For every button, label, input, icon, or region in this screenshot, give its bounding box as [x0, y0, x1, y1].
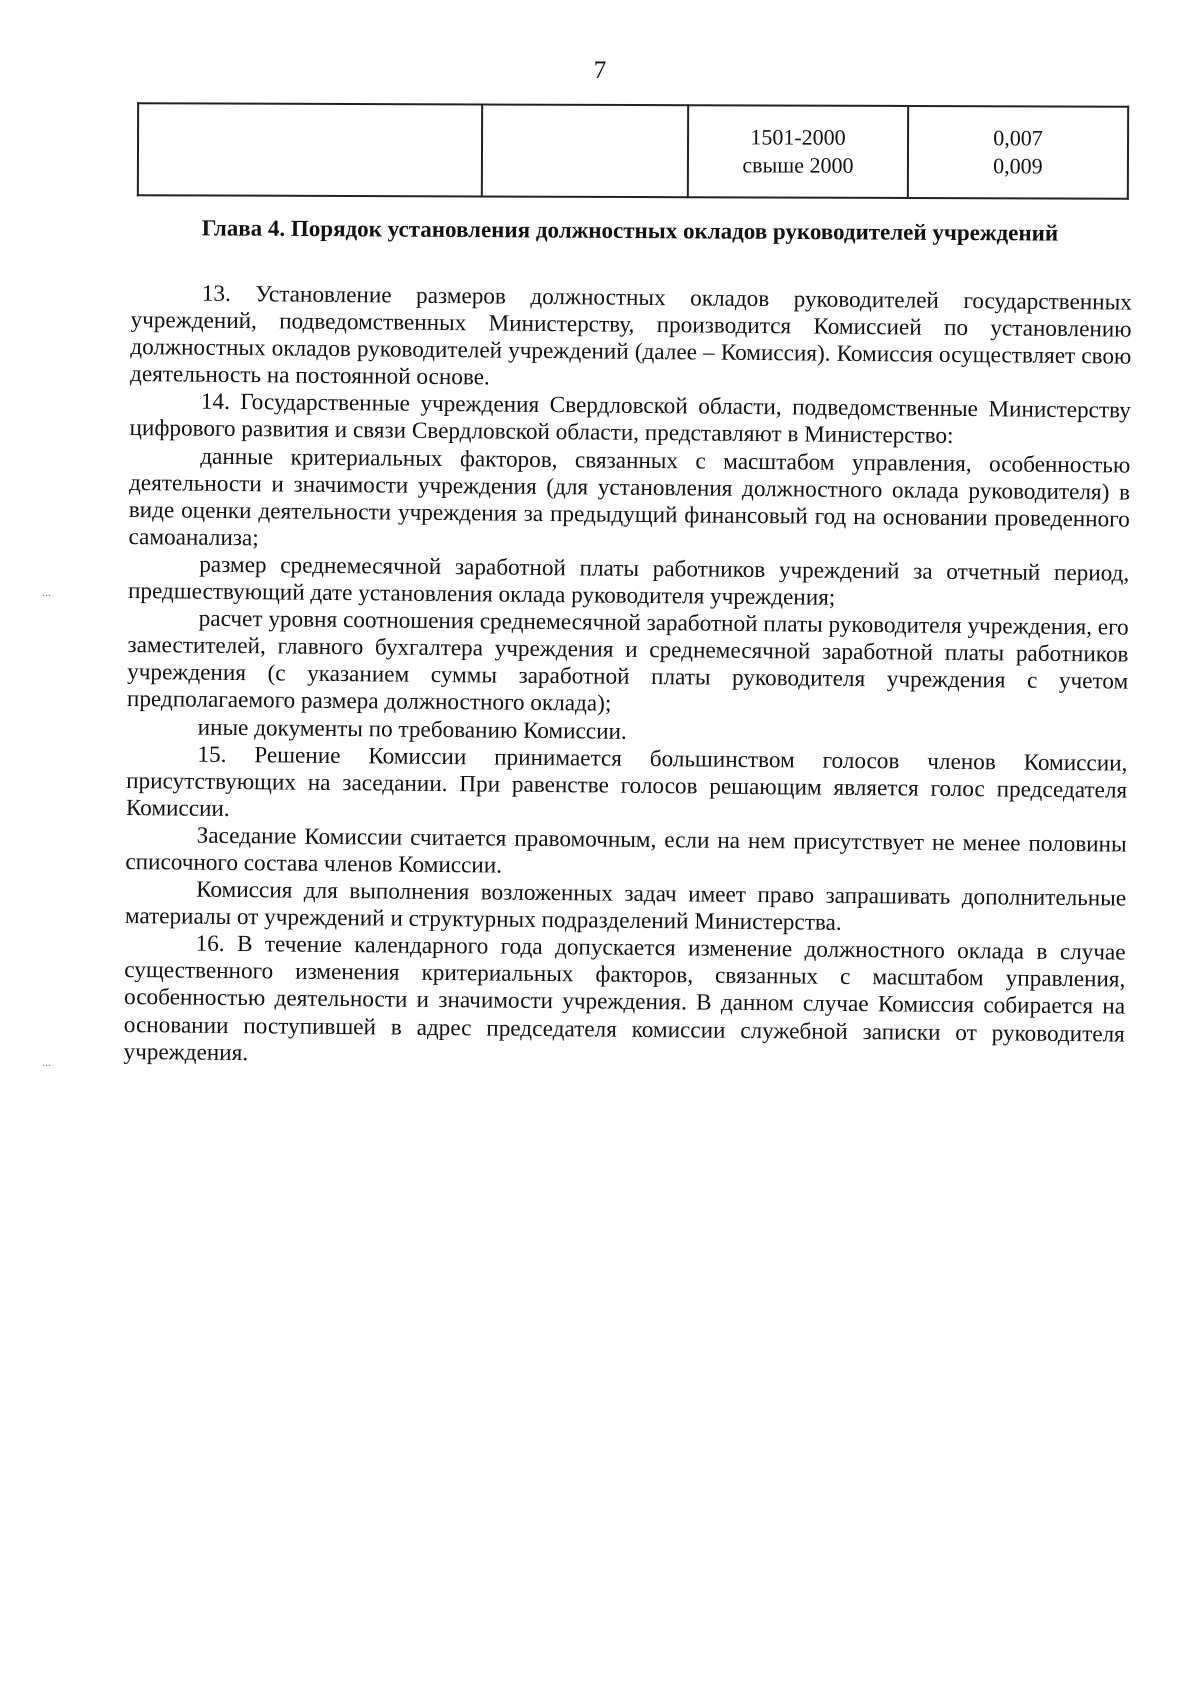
paragraph-14: 14. Государственные учреждения Свердловской области, подведомственные Министерству цифрового развития и связи Свердловской области, представляют в Министерство:	[129, 389, 1131, 450]
table-row	[138, 103, 1128, 198]
coefficient-value-1: 0,007	[993, 125, 1043, 151]
chapter-heading: Глава 4. Порядок установления должностных окладов руководителей учреждений	[201, 215, 1059, 246]
margin-mark-2: ...	[42, 1055, 51, 1069]
list-item-average-salary: размер среднемесячной заработной платы работников учреждений за отчетный период, предшествующий дате установления оклада руководителя учреждения;	[127, 551, 1130, 611]
range-value-2: свыше 2000	[742, 152, 854, 178]
coefficient-value-2: 0,009	[993, 153, 1043, 179]
table-cell-empty-2	[482, 104, 688, 197]
margin-mark-1: ...	[42, 585, 51, 599]
table-cell-empty-1	[138, 103, 482, 196]
paragraph-request-materials: Комиссия для выполнения возложенных задач имеет право запрашивать дополнительные материалы от учреждений и структурных подразделений Министерства.	[124, 876, 1127, 937]
table-cell-range	[688, 105, 908, 198]
range-value-1: 1501-2000	[750, 124, 846, 150]
paragraph-16: 16. В течение календарного года допускается изменение должностного оклада в случае существенного изменения критериальных факторов, связанных с масштабом управления, особенностью деятельности и значимости учреждения. В данном случае Комиссия собирается на основании поступившей в адрес председателя комиссии служебной записки от руководителя учреждения.	[123, 930, 1126, 1066]
paragraph-quorum: Заседание Комиссии считается правомочным, если на нем присутствует не менее половины списочного состава членов Комиссии.	[125, 822, 1127, 879]
table-cell-coefficient	[908, 106, 1128, 199]
paragraph-13: 13. Установление размеров должностных окладов руководителей государственных учреждений, подведомственных Министерству, производится Комиссией по установлению должностных окладов руководителей учреждений (далее – Комиссия). Комиссия осуществляет свою деятельность на постоянной основе.	[129, 280, 1132, 391]
document-body	[123, 280, 1131, 1075]
list-item-other-documents: иные документы по требованию Комиссии.	[197, 714, 627, 745]
list-item-salary-ratio: расчет уровня соотношения среднемесячной заработной платы руководителя учреждения, его заместителей, главного бухгалтера учреждения и среднемесячной заработной платы работников учреждения (с указанием суммы заработной платы руководителя учреждения с учетом предполагаемого размера должностного оклада);	[126, 605, 1129, 718]
paragraph-15: 15. Решение Комиссии принимается большинством голосов членов Комиссии, присутствующих на заседании. При равенстве голосов решающим является голос председателя Комиссии.	[125, 741, 1128, 822]
page-number: 7	[593, 57, 607, 84]
continuation-table	[137, 102, 1129, 199]
list-item-criteria-data: данные критериальных факторов, связанных с масштабом управления, особенностью деятельности и значимости учреждения (для установления должностного оклада руководителя) в виде оценки деятельности учреждения за предыдущий финансовый год на основании проведенного самоанализа;	[128, 443, 1131, 552]
